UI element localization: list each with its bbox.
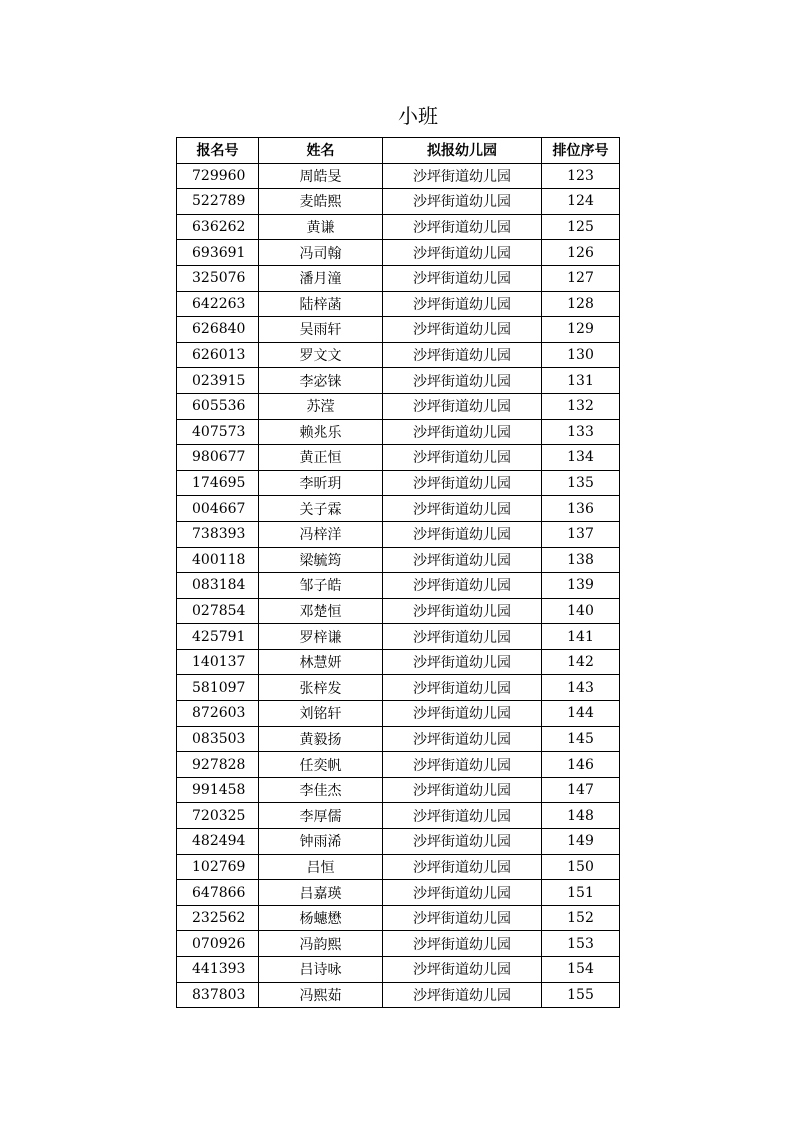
table-row [177, 624, 620, 650]
rank-cell: 125 [542, 214, 620, 240]
kindergarten-cell: 沙坪街道幼儿园 [383, 240, 542, 266]
name-cell: 任奕帆 [259, 752, 383, 778]
table-row [177, 496, 620, 522]
kindergarten-cell: 沙坪街道幼儿园 [383, 521, 542, 547]
name-cell: 罗梓谦 [259, 624, 383, 650]
rank-cell: 150 [542, 854, 620, 880]
table-row [177, 419, 620, 445]
kindergarten-cell: 沙坪街道幼儿园 [383, 624, 542, 650]
rank-cell: 135 [542, 470, 620, 496]
registration-number-cell: 441393 [177, 957, 259, 983]
table-row [177, 265, 620, 291]
table-row [177, 368, 620, 394]
registration-number-cell: 927828 [177, 752, 259, 778]
registration-number-cell: 581097 [177, 675, 259, 701]
name-cell: 吴雨轩 [259, 317, 383, 343]
registration-number-cell: 642263 [177, 291, 259, 317]
name-cell: 李宓铼 [259, 368, 383, 394]
registration-number-cell: 102769 [177, 854, 259, 880]
table-row [177, 982, 620, 1008]
table-row [177, 880, 620, 906]
kindergarten-cell: 沙坪街道幼儿园 [383, 291, 542, 317]
registration-number-cell: 980677 [177, 445, 259, 471]
name-cell: 林慧妍 [259, 649, 383, 675]
registration-number-cell: 027854 [177, 598, 259, 624]
name-cell: 李厚儒 [259, 803, 383, 829]
name-cell: 苏滢 [259, 393, 383, 419]
table-row [177, 598, 620, 624]
registration-number-cell: 325076 [177, 265, 259, 291]
rank-cell: 144 [542, 701, 620, 727]
kindergarten-cell: 沙坪街道幼儿园 [383, 547, 542, 573]
rank-cell: 137 [542, 521, 620, 547]
registration-number-cell: 407573 [177, 419, 259, 445]
name-cell: 冯韵熙 [259, 931, 383, 957]
rank-cell: 141 [542, 624, 620, 650]
kindergarten-cell: 沙坪街道幼儿园 [383, 905, 542, 931]
table-row [177, 752, 620, 778]
rank-cell: 131 [542, 368, 620, 394]
table-row [177, 240, 620, 266]
rank-cell: 132 [542, 393, 620, 419]
registration-number-cell: 083503 [177, 726, 259, 752]
rank-cell: 146 [542, 752, 620, 778]
registration-number-cell: 626840 [177, 317, 259, 343]
registration-number-cell: 872603 [177, 701, 259, 727]
table-row [177, 547, 620, 573]
kindergarten-cell: 沙坪街道幼儿园 [383, 880, 542, 906]
rank-cell: 153 [542, 931, 620, 957]
rank-cell: 134 [542, 445, 620, 471]
table-header-row [177, 138, 620, 164]
kindergarten-cell: 沙坪街道幼儿园 [383, 829, 542, 855]
kindergarten-cell: 沙坪街道幼儿园 [383, 931, 542, 957]
name-cell: 黄毅扬 [259, 726, 383, 752]
registration-number-cell: 140137 [177, 649, 259, 675]
table-row [177, 470, 620, 496]
registration-number-cell: 522789 [177, 189, 259, 215]
table-row [177, 189, 620, 215]
name-cell: 刘铭轩 [259, 701, 383, 727]
table-row [177, 803, 620, 829]
name-cell: 钟雨浠 [259, 829, 383, 855]
table-row [177, 854, 620, 880]
table-row [177, 214, 620, 240]
registration-number-cell: 738393 [177, 521, 259, 547]
name-cell: 赖兆乐 [259, 419, 383, 445]
kindergarten-cell: 沙坪街道幼儿园 [383, 982, 542, 1008]
column-header-name: 姓名 [259, 138, 383, 164]
name-cell: 周皓旻 [259, 163, 383, 189]
table-row [177, 701, 620, 727]
rank-cell: 155 [542, 982, 620, 1008]
name-cell: 吕嘉瑛 [259, 880, 383, 906]
registration-number-cell: 636262 [177, 214, 259, 240]
registration-number-cell: 004667 [177, 496, 259, 522]
registration-number-cell: 070926 [177, 931, 259, 957]
kindergarten-cell: 沙坪街道幼儿园 [383, 803, 542, 829]
table-body [177, 163, 620, 1008]
kindergarten-cell: 沙坪街道幼儿园 [383, 163, 542, 189]
kindergarten-cell: 沙坪街道幼儿园 [383, 598, 542, 624]
name-cell: 关子霖 [259, 496, 383, 522]
admission-table [176, 137, 620, 1008]
name-cell: 吕恒 [259, 854, 383, 880]
rank-cell: 127 [542, 265, 620, 291]
rank-cell: 142 [542, 649, 620, 675]
registration-number-cell: 693691 [177, 240, 259, 266]
kindergarten-cell: 沙坪街道幼儿园 [383, 445, 542, 471]
name-cell: 麦皓熙 [259, 189, 383, 215]
rank-cell: 129 [542, 317, 620, 343]
registration-number-cell: 991458 [177, 777, 259, 803]
registration-number-cell: 729960 [177, 163, 259, 189]
kindergarten-cell: 沙坪街道幼儿园 [383, 342, 542, 368]
kindergarten-cell: 沙坪街道幼儿园 [383, 317, 542, 343]
registration-number-cell: 232562 [177, 905, 259, 931]
rank-cell: 123 [542, 163, 620, 189]
table-row [177, 931, 620, 957]
table-row [177, 393, 620, 419]
rank-cell: 140 [542, 598, 620, 624]
registration-number-cell: 174695 [177, 470, 259, 496]
kindergarten-cell: 沙坪街道幼儿园 [383, 726, 542, 752]
table-row [177, 726, 620, 752]
table-row [177, 521, 620, 547]
table-row [177, 317, 620, 343]
name-cell: 冯熙茹 [259, 982, 383, 1008]
rank-cell: 130 [542, 342, 620, 368]
rank-cell: 126 [542, 240, 620, 266]
name-cell: 李昕玥 [259, 470, 383, 496]
table-row [177, 291, 620, 317]
name-cell: 梁毓筠 [259, 547, 383, 573]
rank-cell: 136 [542, 496, 620, 522]
table-row [177, 163, 620, 189]
table-row [177, 777, 620, 803]
rank-cell: 149 [542, 829, 620, 855]
table-row [177, 445, 620, 471]
rank-cell: 138 [542, 547, 620, 573]
table-row [177, 675, 620, 701]
rank-cell: 143 [542, 675, 620, 701]
registration-number-cell: 837803 [177, 982, 259, 1008]
rank-cell: 154 [542, 957, 620, 983]
rank-cell: 145 [542, 726, 620, 752]
name-cell: 邓楚恒 [259, 598, 383, 624]
registration-number-cell: 605536 [177, 393, 259, 419]
registration-number-cell: 482494 [177, 829, 259, 855]
name-cell: 邹子皓 [259, 573, 383, 599]
rank-cell: 147 [542, 777, 620, 803]
name-cell: 杨蟪懋 [259, 905, 383, 931]
name-cell: 黄正恒 [259, 445, 383, 471]
kindergarten-cell: 沙坪街道幼儿园 [383, 189, 542, 215]
kindergarten-cell: 沙坪街道幼儿园 [383, 752, 542, 778]
kindergarten-cell: 沙坪街道幼儿园 [383, 419, 542, 445]
kindergarten-cell: 沙坪街道幼儿园 [383, 854, 542, 880]
table-row [177, 649, 620, 675]
name-cell: 冯司翰 [259, 240, 383, 266]
name-cell: 罗文文 [259, 342, 383, 368]
rank-cell: 133 [542, 419, 620, 445]
kindergarten-cell: 沙坪街道幼儿园 [383, 649, 542, 675]
table-row [177, 342, 620, 368]
column-header-kindergarten: 拟报幼儿园 [383, 138, 542, 164]
kindergarten-cell: 沙坪街道幼儿园 [383, 265, 542, 291]
kindergarten-cell: 沙坪街道幼儿园 [383, 368, 542, 394]
kindergarten-cell: 沙坪街道幼儿园 [383, 214, 542, 240]
name-cell: 陆梓菡 [259, 291, 383, 317]
kindergarten-cell: 沙坪街道幼儿园 [383, 393, 542, 419]
registration-number-cell: 023915 [177, 368, 259, 394]
kindergarten-cell: 沙坪街道幼儿园 [383, 675, 542, 701]
table-row [177, 573, 620, 599]
rank-cell: 148 [542, 803, 620, 829]
kindergarten-cell: 沙坪街道幼儿园 [383, 496, 542, 522]
kindergarten-cell: 沙坪街道幼儿园 [383, 470, 542, 496]
registration-number-cell: 083184 [177, 573, 259, 599]
rank-cell: 139 [542, 573, 620, 599]
registration-number-cell: 626013 [177, 342, 259, 368]
name-cell: 张梓发 [259, 675, 383, 701]
name-cell: 冯梓洋 [259, 521, 383, 547]
column-header-registration-number: 报名号 [177, 138, 259, 164]
kindergarten-cell: 沙坪街道幼儿园 [383, 777, 542, 803]
name-cell: 李佳杰 [259, 777, 383, 803]
name-cell: 吕诗咏 [259, 957, 383, 983]
kindergarten-cell: 沙坪街道幼儿园 [383, 957, 542, 983]
registration-number-cell: 425791 [177, 624, 259, 650]
registration-number-cell: 720325 [177, 803, 259, 829]
column-header-rank: 排位序号 [542, 138, 620, 164]
table-row [177, 829, 620, 855]
kindergarten-cell: 沙坪街道幼儿园 [383, 573, 542, 599]
kindergarten-cell: 沙坪街道幼儿园 [383, 701, 542, 727]
rank-cell: 124 [542, 189, 620, 215]
name-cell: 黄谦 [259, 214, 383, 240]
registration-number-cell: 400118 [177, 547, 259, 573]
rank-cell: 128 [542, 291, 620, 317]
table-row [177, 905, 620, 931]
rank-cell: 151 [542, 880, 620, 906]
page-title: 小班 [398, 104, 438, 128]
name-cell: 潘月潼 [259, 265, 383, 291]
table-row [177, 957, 620, 983]
registration-number-cell: 647866 [177, 880, 259, 906]
rank-cell: 152 [542, 905, 620, 931]
